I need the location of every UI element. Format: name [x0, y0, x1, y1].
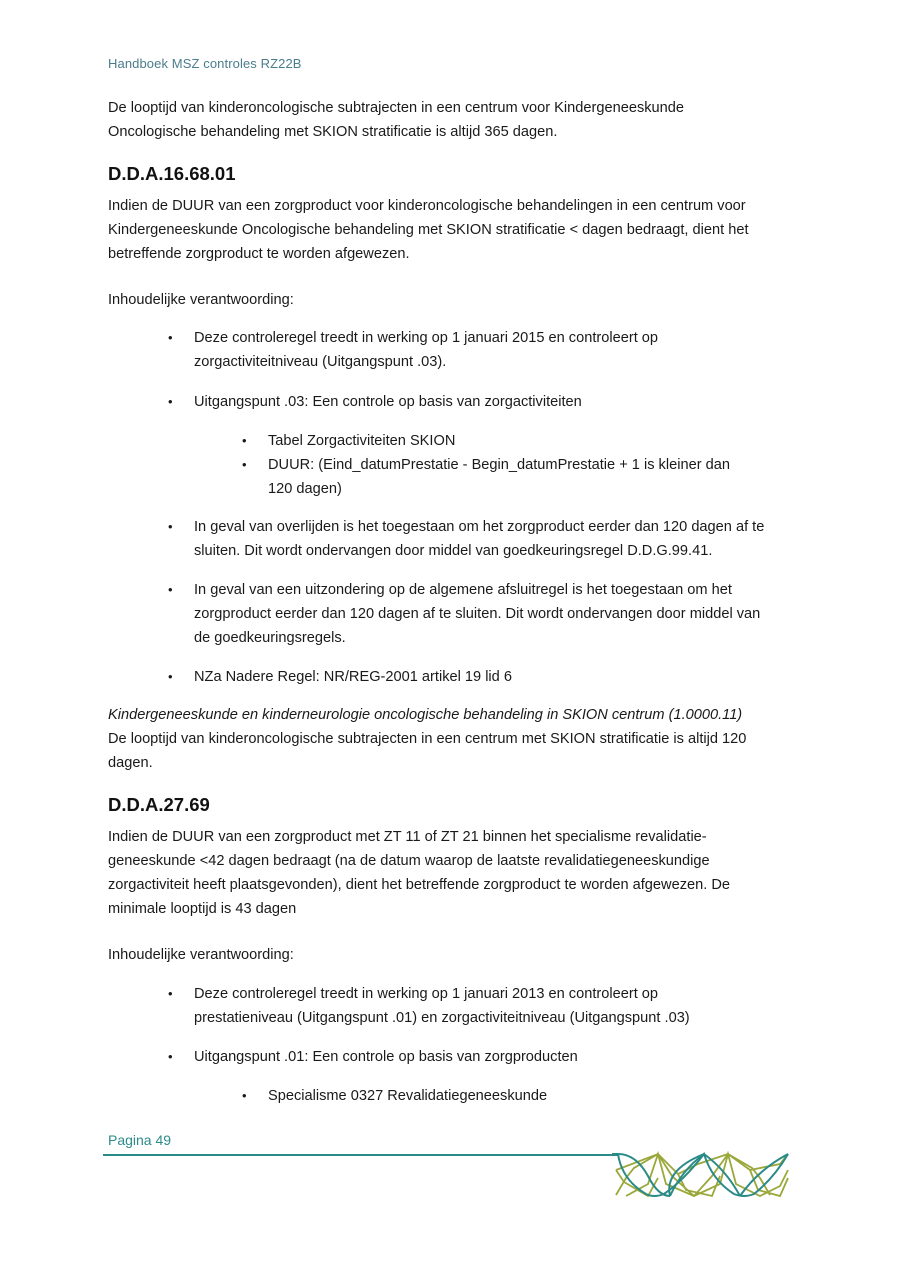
text-line: minimale looptijd is 43 dagen: [108, 901, 297, 917]
bullet-icon: •: [168, 1049, 173, 1064]
section-heading: D.D.A.27.69: [108, 794, 210, 815]
sub-bullet-item: [242, 453, 798, 501]
bullet-item: [168, 390, 798, 414]
bullet-icon: •: [168, 330, 173, 345]
running-header: Handboek MSZ controles RZ22B: [108, 56, 302, 71]
text-line: Uitgangspunt .01: Een controle op basis van zorgproducten: [194, 1049, 578, 1065]
text-line: DUUR: (Eind_datumPrestatie - Begin_datumPrestatie + 1 is kleiner dan: [268, 457, 730, 473]
text-line: zorgactiviteit heeft plaatsgevonden), dient het betreffende zorgproduct te worden afgewezen. De: [108, 877, 730, 893]
text-line: de goedkeuringsregels.: [194, 630, 346, 646]
text-line: Tabel Zorgactiviteiten SKION: [268, 433, 456, 449]
bullet-icon: •: [168, 519, 173, 534]
text-line: Indien de DUUR van een zorgproduct met ZT 11 of ZT 21 binnen het specialisme revalidatie-: [108, 829, 707, 845]
section-heading: D.D.A.16.68.01: [108, 163, 236, 184]
verantwoording-label: Inhoudelijke verantwoording:: [108, 292, 294, 308]
text-line: Deze controleregel treedt in werking op 1 januari 2015 en controleert op: [194, 330, 659, 346]
bullet-icon: •: [242, 433, 247, 448]
text-line: sluiten. Dit wordt ondervangen door middel van goedkeuringsregel D.D.G.99.41.: [194, 543, 713, 559]
text-line: Kindergeneeskunde Oncologische behandeling met SKION stratificatie < dagen bedraagt, dient het: [108, 222, 749, 238]
text-line: geneeskunde <42 dagen bedraagt (na de datum waarop de laatste revalidatiegeneeskundige: [108, 853, 710, 869]
text-line: betreffende zorgproduct te worden afgewezen.: [108, 246, 410, 262]
bullet-item: [168, 982, 798, 1030]
bullet-icon: •: [168, 582, 173, 597]
bullet-item: [168, 1045, 798, 1069]
text-line: Uitgangspunt .03: Een controle op basis van zorgactiviteiten: [194, 394, 582, 410]
intro-paragraph: [108, 96, 798, 144]
bullet-item: [168, 578, 798, 650]
text-line: zorgproduct eerder dan 120 dagen af te sluiten. Dit wordt ondervangen door middel van: [194, 606, 761, 622]
text-line: 120 dagen): [268, 481, 342, 497]
note-title: Kindergeneeskunde en kinderneurologie oncologische behandeling in SKION centrum (1.0000.11): [108, 707, 743, 723]
section-body: [108, 194, 798, 266]
page-number: Pagina 49: [108, 1132, 172, 1148]
note-paragraph: [108, 703, 798, 775]
footer-divider: [103, 1154, 618, 1156]
bullet-icon: •: [168, 669, 173, 684]
text-line: zorgactiviteitniveau (Uitgangspunt .03).: [194, 354, 447, 370]
text-line: Deze controleregel treedt in werking op 1 januari 2013 en controleert op: [194, 986, 659, 1002]
bullet-item: [168, 665, 798, 689]
bullet-icon: •: [168, 986, 173, 1001]
bullet-icon: •: [242, 1088, 247, 1103]
text-line: dagen.: [108, 755, 153, 771]
text-line: In geval van een uitzondering op de algemene afsluitregel is het toegestaan om het: [194, 582, 732, 598]
bullet-icon: •: [168, 394, 173, 409]
sub-bullet-item: [242, 1084, 798, 1108]
text-line: De looptijd van kinderoncologische subtrajecten in een centrum voor Kindergeneeskunde: [108, 100, 685, 116]
section-body: [108, 825, 798, 921]
sub-bullet-item: [242, 429, 798, 453]
text-line: NZa Nadere Regel: NR/REG-2001 artikel 19 lid 6: [194, 669, 512, 685]
text-line: prestatieniveau (Uitgangspunt .01) en zorgactiviteitniveau (Uitgangspunt .03): [194, 1010, 690, 1026]
text-line: Oncologische behandeling met SKION stratificatie is altijd 365 dagen.: [108, 124, 558, 140]
text-line: Specialisme 0327 Revalidatiegeneeskunde: [268, 1088, 548, 1104]
text-line: In geval van overlijden is het toegestaan om het zorgproduct eerder dan 120 dagen af te: [194, 519, 765, 535]
text-line: Indien de DUUR van een zorgproduct voor kinderoncologische behandelingen in een centrum voor: [108, 198, 746, 214]
bullet-item: [168, 515, 798, 563]
decorative-logo-icon: [612, 1150, 792, 1202]
bullet-icon: •: [242, 457, 247, 472]
text-line: De looptijd van kinderoncologische subtrajecten in een centrum met SKION stratificatie is altijd 120: [108, 731, 747, 747]
verantwoording-label: Inhoudelijke verantwoording:: [108, 947, 294, 963]
bullet-item: [168, 326, 798, 374]
